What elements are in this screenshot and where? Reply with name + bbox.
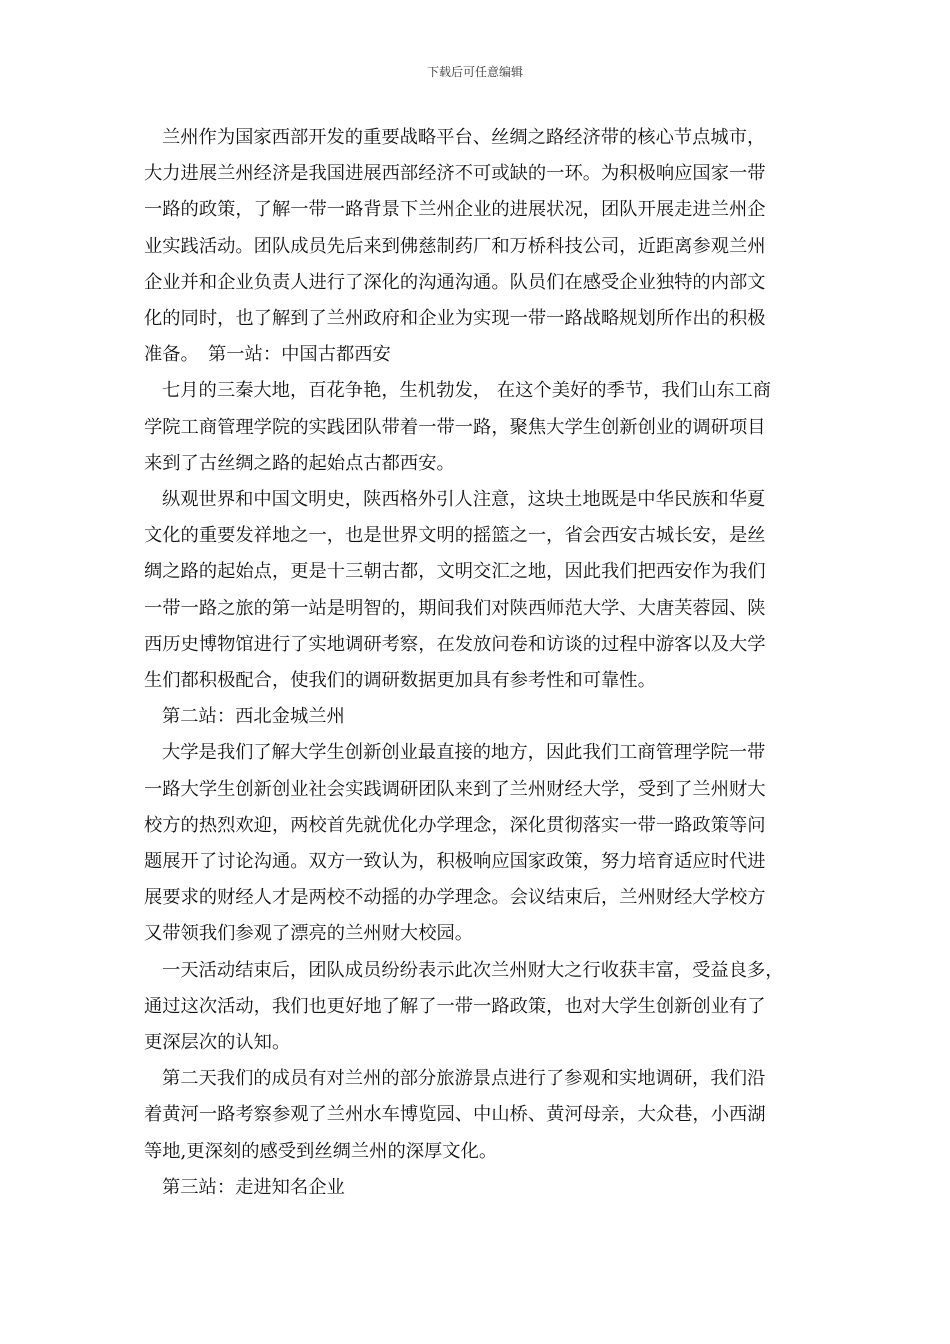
text-line: 学院工商管理学院的实践团队带着一带一路，聚焦大学生创新创业的调研项目 — [144, 416, 766, 438]
text-line: 准备。 第一站：中国古都西安 — [144, 344, 391, 366]
text-line: 七月的三秦大地，百花争艳，生机勃发， 在这个美好的季节，我们山东工商 — [162, 380, 772, 402]
text-line: 一路的政策，了解一带一路背景下兰州企业的进展状况，团队开展走进兰州企 — [144, 199, 766, 221]
paragraph-4 — [144, 735, 806, 952]
paragraph-1 — [144, 120, 806, 373]
text-line: 一路大学生创新创业社会实践调研团队来到了兰州财经大学，受到了兰州财大 — [144, 778, 766, 800]
paragraph-2 — [144, 373, 806, 482]
paragraph-5 — [144, 953, 806, 1062]
text-line: 绸之路的起始点，更是十三朝古都，文明交汇之地，因此我们把西安作为我们 — [144, 561, 766, 583]
text-line: 第二站：西北金城兰州 — [162, 706, 345, 728]
text-line: 通过这次活动，我们也更好地了解了一带一路政策，也对大学生创新创业有了 — [144, 995, 766, 1017]
section-heading-2 — [144, 699, 806, 735]
text-line: 等地,更深刻的感受到丝绸兰州的深厚文化。 — [144, 1140, 498, 1162]
paragraph-6 — [144, 1061, 806, 1170]
text-line: 兰州作为国家西部开发的重要战略平台、丝绸之路经济带的核心节点城市， — [162, 127, 766, 148]
page-header: 下载后可任意编辑 — [426, 65, 523, 79]
text-line: 一天活动结束后，团队成员纷纷表示此次兰州财大之行收获丰富，受益良多， — [162, 959, 784, 981]
text-line: 第三站：走进知名企业 — [162, 1176, 345, 1198]
text-line: 一带一路之旅的第一站是明智的，期间我们对陕西师范大学、大唐芙蓉园、陕 — [144, 597, 766, 619]
text-line: 第二天我们的成员有对兰州的部分旅游景点进行了参观和实地调研，我们沿 — [162, 1068, 766, 1090]
text-line: 展要求的财经人才是两校不动摇的办学理念。会议结束后，兰州财经大学校方 — [144, 887, 766, 909]
document-body — [144, 120, 806, 1206]
text-line: 文化的重要发祥地之一，也是世界文明的摇篮之一，省会西安古城长安，是丝 — [144, 525, 766, 547]
text-line: 企业并和企业负责人进行了深化的沟通沟通。队员们在感受企业独特的内部文 — [144, 271, 766, 293]
text-line: 题展开了讨论沟通。双方一致认为，积极响应国家政策，努力培育适应时代进 — [144, 851, 766, 873]
text-line: 着黄河一路考察参观了兰州水车博览园、中山桥、黄河母亲，大众巷，小西湖 — [144, 1104, 766, 1126]
text-line: 化的同时，也了解到了兰州政府和企业为实现一带一路战略规划所作出的积极 — [144, 308, 766, 330]
text-line: 又带领我们参观了漂亮的兰州财大校园。 — [144, 923, 474, 945]
text-line: 生们都积极配合，使我们的调研数据更加具有参考性和可靠性。 — [144, 670, 656, 692]
text-line: 业实践活动。团队成员先后来到佛慈制药厂和万桥科技公司，近距离参观兰州 — [144, 235, 766, 257]
text-line: 大学是我们了解大学生创新创业最直接的地方，因此我们工商管理学院一带 — [162, 742, 766, 764]
text-line: 校方的热烈欢迎，两校首先就优化办学理念，深化贯彻落实一带一路政策等问 — [144, 814, 766, 836]
text-line: 更深层次的认知。 — [144, 1032, 291, 1054]
section-heading-3 — [144, 1170, 806, 1206]
text-line: 来到了古丝绸之路的起始点古都西安。 — [144, 452, 455, 474]
text-line: 纵观世界和中国文明史，陕西格外引人注意，这块土地既是中华民族和华夏 — [162, 489, 766, 511]
text-line: 西历史博物馆进行了实地调研考察，在发放问卷和访谈的过程中游客以及大学 — [144, 633, 766, 655]
text-line: 大力进展兰州经济是我国进展西部经济不可或缺的一环。为积极响应国家一带 — [144, 163, 766, 185]
paragraph-3 — [144, 482, 806, 699]
